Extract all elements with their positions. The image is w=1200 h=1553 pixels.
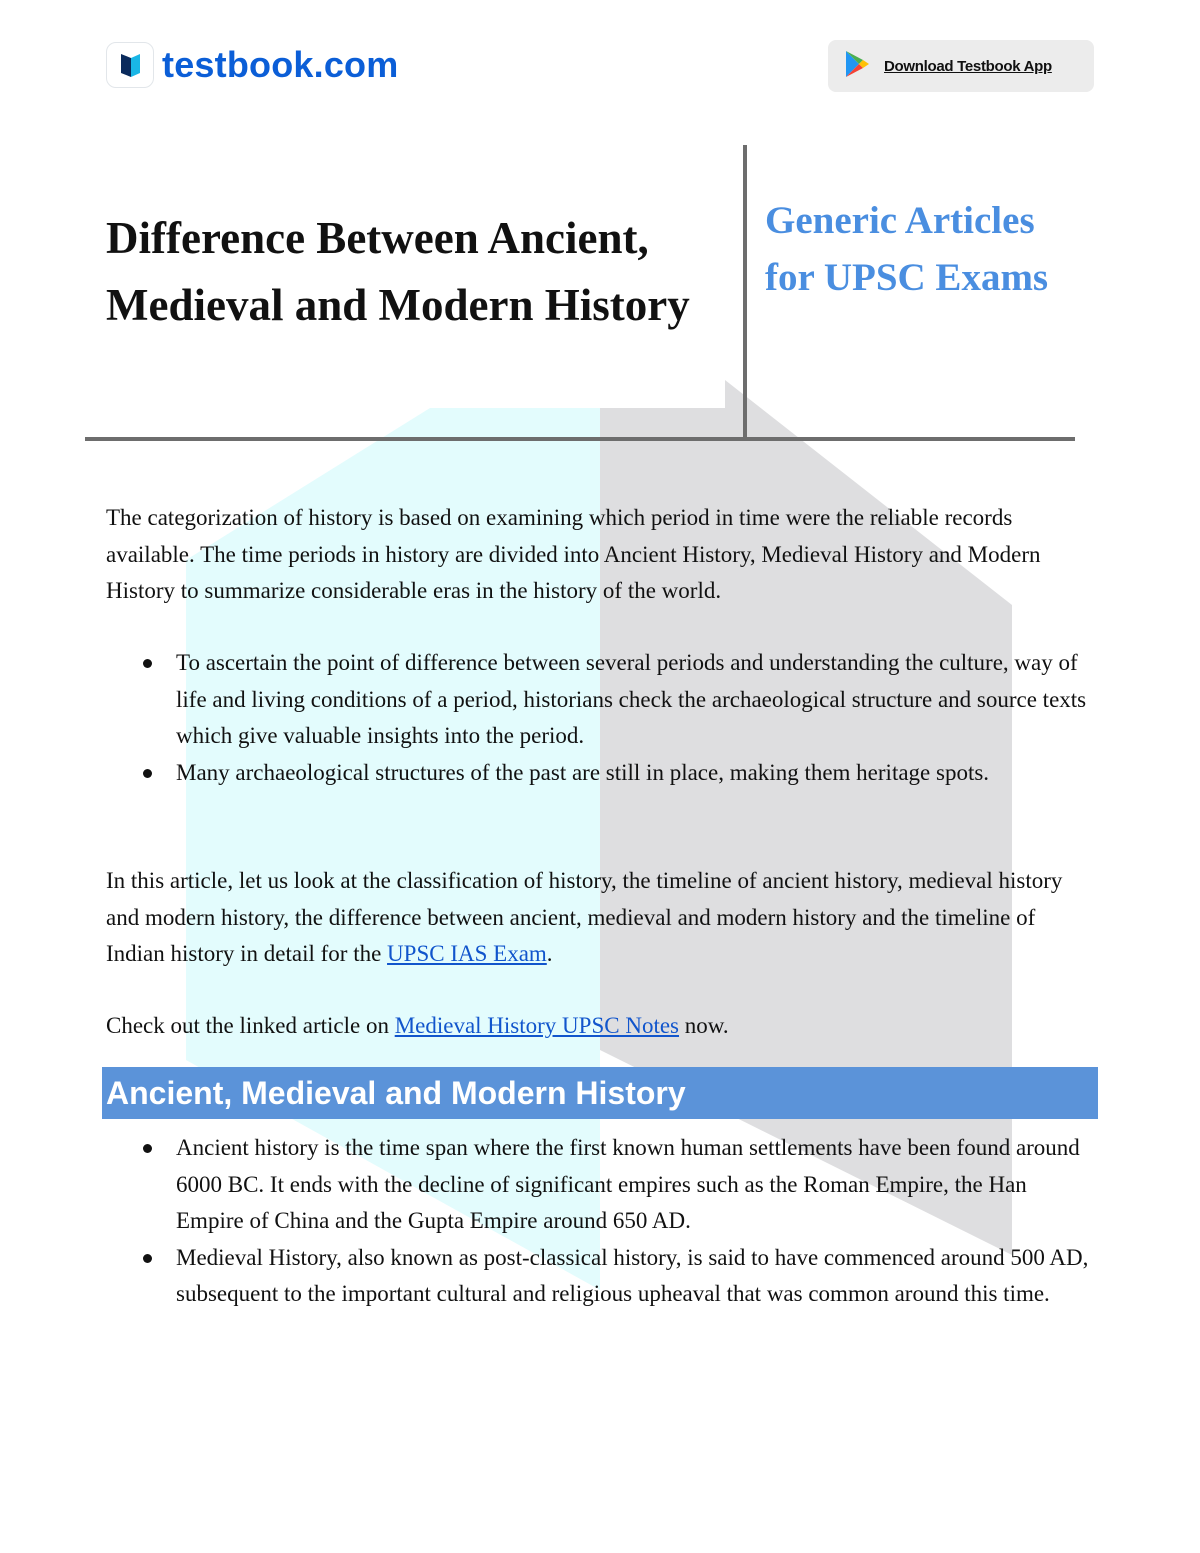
bullet-icon: [143, 1144, 152, 1153]
list-item-text: To ascertain the point of difference between several periods and understanding the culture, way of life and living conditions of a period, historians check the archaeological structure and source texts which give valuable insights into the period.: [176, 650, 1087, 748]
testbook-logo-icon: [106, 42, 154, 88]
section-heading: Ancient, Medieval and Modern History: [102, 1067, 1098, 1119]
download-app-button[interactable]: [828, 40, 1094, 92]
category-label: Generic Articles for UPSC Exams: [765, 199, 1049, 299]
bullet-icon: [143, 659, 152, 668]
vertical-divider: [743, 145, 747, 439]
check-paragraph: [106, 1008, 1096, 1045]
check-end: now.: [679, 1013, 729, 1038]
article-paragraph: [106, 863, 1096, 973]
section-bullet-list: [106, 1130, 1096, 1313]
upsc-ias-exam-link[interactable]: UPSC IAS Exam: [387, 941, 547, 966]
bullet-icon: [143, 1254, 152, 1263]
google-play-icon: [844, 50, 870, 83]
intro-bullet-list: [106, 645, 1096, 791]
intro-paragraph: The categorization of history is based on examining which period in time were the reliable records available. The time periods in history are divided into Ancient History, Medieval History and Modern History to summarize considerable eras in the history of the world.: [106, 505, 1041, 603]
list-item-text: Ancient history is the time span where the first known human settlements have been found around 6000 BC. It ends with the decline of significant empires such as the Roman Empire, the Han Empire of China and the Gupta Empire around 650 AD.: [176, 1135, 1080, 1233]
page-title: Difference Between Ancient, Medieval and Modern History: [106, 213, 690, 330]
list-item-text: Medieval History, also known as post-classical history, is said to have commenced around 500 AD, subsequent to the important cultural and religious upheaval that was common around this time.: [176, 1244, 1089, 1306]
article-end: .: [546, 941, 553, 966]
download-app-label: Download Testbook App: [884, 57, 1052, 75]
list-item: [106, 1240, 1096, 1313]
testbook-logo[interactable]: [106, 42, 398, 88]
list-item: [106, 645, 1096, 755]
check-text: Check out the linked article on: [106, 1013, 395, 1038]
logo-text: testbook.com: [162, 44, 399, 85]
list-item: [106, 755, 1096, 792]
list-item-text: Many archaeological structures of the past are still in place, making them heritage spots.: [176, 759, 990, 785]
horizontal-divider: [85, 437, 1075, 441]
medieval-history-notes-link[interactable]: Medieval History UPSC Notes: [394, 1013, 680, 1038]
list-item: [106, 1130, 1096, 1240]
article-text: In this article, let us look at the classification of history, the timeline of ancient history, medieval history and modern history, the difference between ancient, medieval and modern history and the timeline of Indian history in detail for the: [106, 868, 1063, 966]
bullet-icon: [143, 769, 152, 778]
